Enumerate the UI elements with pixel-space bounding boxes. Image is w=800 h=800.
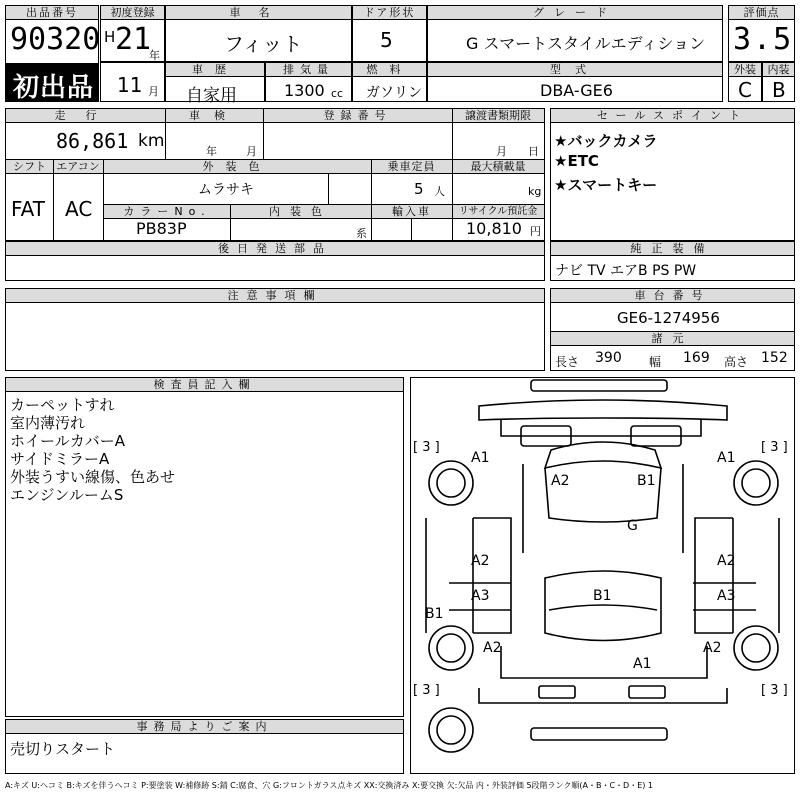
inspector-notes-box: 検査員記入欄 カーペットすれ 室内薄汚れ ホイールカバーA サイドミラーA 外装うすい線傷、色あせ エンジンルームS	[5, 377, 404, 717]
sales-point-item: ★バックカメラ	[554, 132, 658, 150]
damage-mark: A1	[471, 450, 490, 466]
interior-grade: B	[772, 78, 786, 102]
damage-mark: A2	[483, 640, 502, 656]
tire-mark: [ 3 ]	[761, 440, 788, 455]
damage-mark: A1	[633, 656, 652, 672]
door-count: 5	[380, 28, 393, 52]
car-name: フィット	[224, 32, 303, 56]
chassis-number: GE6-1274956	[617, 309, 720, 327]
color-number: PB83P	[136, 219, 187, 238]
damage-mark: A3	[717, 588, 736, 604]
first-registration-year: 21	[115, 22, 152, 57]
capacity: 5	[414, 180, 424, 198]
genuine-equipment: ナビ TV エアB PS PW	[555, 263, 697, 279]
height: 152	[761, 350, 788, 366]
fuel: ガソリン	[366, 85, 422, 101]
damage-mark: B1	[637, 473, 656, 489]
lot-number-box	[5, 5, 99, 64]
air-conditioner: AC	[65, 197, 93, 221]
chassis-box: 車台番号 GE6-1274956 諸元 長さ 390 幅 169 高さ 152	[550, 288, 795, 371]
recycle-fee: 10,810	[466, 219, 522, 238]
tire-mark: [ 3 ]	[413, 683, 440, 698]
damage-mark: G	[627, 518, 638, 534]
office-notice-box: 事務局よりご案内 売切りスタート	[5, 719, 404, 774]
inspector-note: サイドミラーA	[10, 450, 110, 468]
exterior-grade: C	[738, 78, 752, 102]
sales-points-box: セールスポイント ★バックカメラ ★ETC ★スマートキー	[550, 108, 795, 241]
tire-mark: [ 3 ]	[761, 683, 788, 698]
fuel-box: 燃料 ガソリン	[352, 62, 427, 102]
first-registration-month: 11	[117, 73, 143, 97]
damage-diagram	[410, 377, 795, 774]
exterior-color: ムラサキ	[198, 182, 254, 198]
inspector-note: エンジンルームS	[10, 486, 124, 504]
displacement: 1300	[284, 81, 325, 100]
damage-mark: A2	[471, 553, 490, 569]
overall-score: 3.5	[733, 22, 794, 57]
tire-mark: [ 3 ]	[413, 440, 440, 455]
inspector-note: カーペットすれ	[10, 396, 115, 414]
sales-point-item: ★スマートキー	[554, 176, 658, 194]
door-box: ドア形状 5	[352, 5, 427, 62]
car-outline	[411, 378, 794, 773]
notes-box: 注意事項欄	[5, 288, 545, 371]
office-notice: 売切りスタート	[10, 740, 116, 758]
first-registration-box: 初度登録 H 21 年	[100, 5, 165, 62]
damage-mark: B1	[593, 588, 612, 604]
sales-point-item: ★ETC	[554, 152, 599, 170]
model-code: DBA-GE6	[540, 81, 613, 100]
damage-mark: A2	[551, 473, 570, 489]
length: 390	[595, 350, 622, 366]
lot-number-label: 出品番号	[6, 6, 98, 20]
damage-mark: A1	[717, 450, 736, 466]
interior-grade-box: 内装 B	[762, 62, 795, 102]
mileage: 86,861	[56, 129, 129, 153]
inspector-note: 外装うすい線傷、色あせ	[10, 468, 176, 486]
width: 169	[683, 350, 710, 366]
damage-mark: A2	[703, 640, 722, 656]
car-name-box: 車名 フィット	[165, 5, 352, 62]
inspector-note: ホイールカバーA	[10, 432, 125, 450]
lot-number: 90320	[10, 22, 101, 57]
damage-mark: A2	[717, 553, 736, 569]
model-box: 型式 DBA-GE6	[427, 62, 723, 102]
history: 自家用	[186, 86, 237, 106]
shift: FAT	[11, 197, 46, 221]
grade-box: グレード G スマートスタイルエディション	[427, 5, 723, 62]
first-registration-month-box: 11 月	[100, 62, 165, 102]
score-box: 評価点 3.5	[728, 5, 795, 62]
legend: A:キズ U:ヘコミ B:キズを伴うヘコミ P:要塗装 W:補修跡 S:錆 C:腐食、穴 G:フロントガラス点キズ XX:交換済み X:要交換 欠:欠品 内・外装評価 5段階ランク順(A・B・C・D・E) 1	[5, 781, 654, 790]
grade: G スマートスタイルエディション	[466, 34, 706, 53]
genuine-equipment-box: 純正装備 ナビ TV エアB PS PW	[550, 241, 795, 281]
history-box: 車歴 自家用	[165, 62, 265, 102]
first-listing-badge: 初出品	[5, 64, 99, 102]
damage-mark: B1	[425, 606, 444, 622]
exterior-grade-box: 外装 C	[728, 62, 762, 102]
displacement-box: 排気量 1300 cc	[265, 62, 352, 102]
specs-grid: 走行 車検 登録番号 譲渡書類期限 86,861 km 年 月 月 日 シフト エアコン 外装色 乗車定員 最大積載量 FAT AC ムラサキ 5 人 kg カラーNo. 内装色 輸入車 リサイクル預託金 PB83P 系 10,810 円	[5, 108, 545, 241]
damage-mark: A3	[471, 588, 490, 604]
inspector-note: 室内薄汚れ	[10, 414, 86, 432]
later-parts-box: 後日発送部品	[5, 241, 545, 281]
